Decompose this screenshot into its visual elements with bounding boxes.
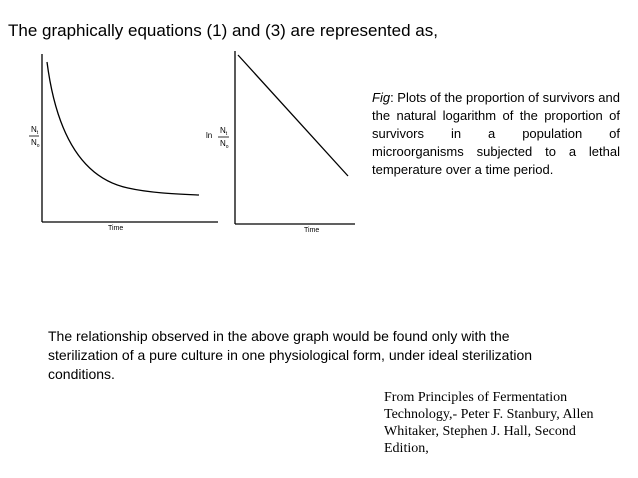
log-survivors-graph	[198, 47, 358, 237]
slide-heading: The graphically equations (1) and (3) are represented as,	[8, 21, 438, 40]
graph2-linear-decline-line	[238, 55, 348, 176]
graph2-y-label-numerator: $N_t$	[220, 126, 228, 137]
figure-caption	[372, 89, 620, 179]
survivors-proportion-graph	[22, 52, 220, 234]
graph1-decay-curve	[47, 62, 199, 195]
sterilization-note: The relationship observed in the above graph would be found only with the sterilization of a pure culture in one physiological form, under ideal sterilization conditions.	[48, 328, 533, 382]
graph1-y-label-denominator: $N_o$	[31, 138, 40, 149]
figure-caption-label: Fig	[372, 90, 391, 105]
source-citation: From Principles of Fermentation Technology,- Peter F. Stanbury, Allen Whitaker, Stephen J. Hall, Second Edition,	[384, 390, 594, 456]
graph2-y-label-ln: ln	[206, 131, 213, 140]
graph2-y-label-denominator: $N_o$	[220, 139, 229, 150]
graph2-x-label: Time	[304, 227, 320, 234]
figure-caption-text: : Plots of the proportion of survivors and the natural logarithm of the proportion of survivors in a population of microorganisms subjected to a lethal temperature over a time period.	[372, 90, 620, 177]
graph1-x-label: Time	[108, 225, 124, 232]
graph1-y-label-numerator: $N_t$	[31, 125, 39, 136]
